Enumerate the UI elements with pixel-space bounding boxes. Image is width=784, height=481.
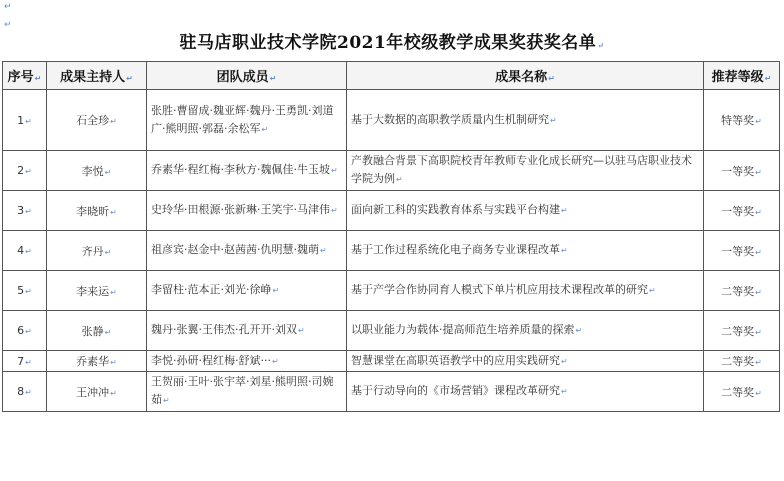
cell-no: 5↵ — [3, 271, 47, 311]
cell-host: 张静↵ — [47, 311, 147, 351]
cell-name: 基于行动导向的《市场营销》课程改革研究↵ — [347, 372, 704, 412]
cell-name: 基于工作过程系统化电子商务专业课程改革↵ — [347, 231, 704, 271]
paragraph-mark-icon: ↵ — [4, 20, 12, 30]
cell-team: 祖彦宾·赵金中·赵茜茜·仇明慧·魏萌↵ — [147, 231, 347, 271]
cell-team: 乔素华·程红梅·李秋方·魏佩佳·牛玉坡↵ — [147, 151, 347, 191]
page-title: 驻马店职业技术学院2021年校级教学成果奖获奖名单↵ — [179, 33, 605, 53]
cell-no: 7↵ — [3, 351, 47, 372]
header-level: 推荐等级↵ — [704, 62, 780, 90]
table-header-row — [3, 62, 780, 90]
table-row — [3, 271, 780, 311]
cell-name: 面向新工科的实践教育体系与实践平台构建↵ — [347, 191, 704, 231]
table-row — [3, 372, 780, 412]
table-row — [3, 231, 780, 271]
cell-team: 李悦·孙研·程红梅·舒斌···↵ — [147, 351, 347, 372]
cell-no: 1↵ — [3, 90, 47, 151]
cell-team: 李留柱·范本正·刘光·徐峥↵ — [147, 271, 347, 311]
table-row — [3, 311, 780, 351]
cell-host: 齐丹↵ — [47, 231, 147, 271]
cell-name: 基于产学合作协同育人模式下单片机应用技术课程改革的研究↵ — [347, 271, 704, 311]
table-row — [3, 90, 780, 151]
cell-name: 产教融合背景下高职院校青年教师专业化成长研究—以驻马店职业技术学院为例↵ — [347, 151, 704, 191]
cell-host: 乔素华↵ — [47, 351, 147, 372]
cell-no: 3↵ — [3, 191, 47, 231]
cell-host: 李悦↵ — [47, 151, 147, 191]
cell-level: 二等奖↵ — [704, 271, 780, 311]
table-row — [3, 191, 780, 231]
cell-no: 6↵ — [3, 311, 47, 351]
cell-name: 基于大数据的高职教学质量内生机制研究↵ — [347, 90, 704, 151]
table-row — [3, 151, 780, 191]
paragraph-mark-icon: ↵ — [597, 40, 605, 50]
cell-team: 王贺丽·王叶·张宇萃·刘星·熊明照·司婉茹↵ — [147, 372, 347, 412]
cell-no: 2↵ — [3, 151, 47, 191]
header-name: 成果名称↵ — [347, 62, 704, 90]
paragraph-mark-icon: ↵ — [4, 2, 12, 12]
cell-level: 二等奖↵ — [704, 351, 780, 372]
cell-no: 4↵ — [3, 231, 47, 271]
cell-level: 一等奖↵ — [704, 231, 780, 271]
header-host: 成果主持人↵ — [47, 62, 147, 90]
awards-table — [2, 61, 780, 412]
cell-no: 8↵ — [3, 372, 47, 412]
cell-level: 特等奖↵ — [704, 90, 780, 151]
table-row — [3, 351, 780, 372]
cell-level: 一等奖↵ — [704, 151, 780, 191]
cell-name: 智慧课堂在高职英语教学中的应用实践研究↵ — [347, 351, 704, 372]
cell-host: 李晓昕↵ — [47, 191, 147, 231]
cell-team: 魏丹·张翼·王伟杰·孔开开·刘双↵ — [147, 311, 347, 351]
cell-host: 石全珍↵ — [47, 90, 147, 151]
header-team: 团队成员↵ — [147, 62, 347, 90]
cell-name: 以职业能力为载体·提高师范生培养质量的探索↵ — [347, 311, 704, 351]
cell-level: 二等奖↵ — [704, 372, 780, 412]
cell-level: 一等奖↵ — [704, 191, 780, 231]
cell-level: 二等奖↵ — [704, 311, 780, 351]
cell-team: 张胜·曹留成·魏亚辉·魏丹·王勇凯·刘道广·熊明照·郭磊·余松军↵ — [147, 90, 347, 151]
cell-host: 王冲冲↵ — [47, 372, 147, 412]
header-no: 序号↵ — [3, 62, 47, 90]
cell-host: 李来运↵ — [47, 271, 147, 311]
cell-team: 史玲华·田根源·张新琳·王笑宇·马津伟↵ — [147, 191, 347, 231]
